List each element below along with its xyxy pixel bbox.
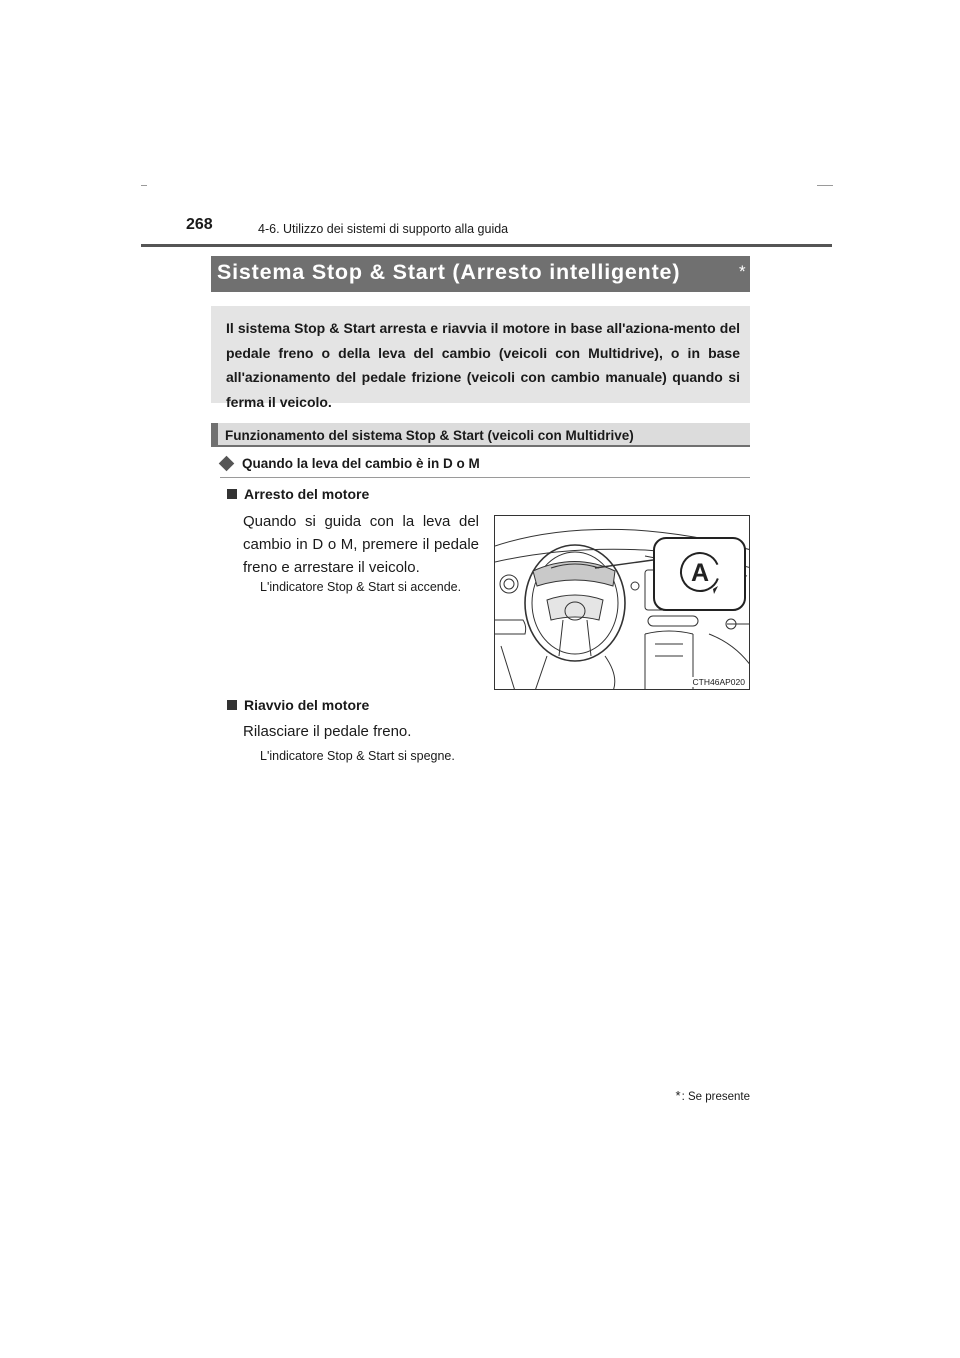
item-heading-restart (227, 697, 369, 713)
crop-mark-left (141, 185, 147, 186)
subsection-title: Quando la leva del cambio è in D o M (242, 456, 480, 471)
header-rule (141, 244, 832, 247)
intro-text: Il sistema Stop & Start arresta e riavvia il motore in base all'aziona-mento del pedale freno o della leva del cambio (veicoli con Multidrive), o in base all'azionamento del pedale frizione (veicoli con cambio manuale) quando si ferma il veicolo. (226, 320, 740, 410)
page-number: 268 (186, 216, 213, 233)
square-bullet-icon (227, 700, 237, 710)
item-note-stop: L'indicatore Stop & Start si accende. (260, 580, 462, 594)
title-asterisk: * (739, 262, 746, 281)
diamond-bullet-icon (219, 456, 235, 472)
item-heading-text: Riavvio del motore (244, 697, 370, 713)
subsection-rule (220, 477, 750, 478)
figure-code: CTH46AP020 (692, 677, 745, 687)
dashboard-illustration (494, 515, 750, 690)
page-title: Sistema Stop & Start (Arresto intelligente) (217, 260, 681, 284)
footnote (676, 1088, 750, 1103)
item-heading-text: Arresto del motore (244, 486, 370, 502)
header-section-title: 4-6. Utilizzo dei sistemi di supporto alla guida (258, 222, 509, 236)
item-body-stop: Quando si guida con la leva del cambio in D o M, premere il pedale freno e arrestare il veicolo. (243, 513, 479, 576)
callout-letter-a: A (690, 559, 710, 587)
subsection-heading (220, 456, 480, 471)
dashboard-drawing (495, 516, 750, 690)
footnote-text: : Se presente (681, 1091, 750, 1103)
item-body-restart: Rilasciare il pedale freno. (243, 723, 412, 740)
crop-mark-right (817, 185, 833, 186)
footnote-asterisk: * (675, 1088, 681, 1103)
item-note-restart: L'indicatore Stop & Start si spegne. (260, 749, 455, 763)
square-bullet-icon (227, 489, 237, 499)
section-title: Funzionamento del sistema Stop & Start (veicoli con Multidrive) (225, 428, 634, 443)
item-heading-stop (227, 486, 369, 502)
section-header-bar (211, 423, 218, 447)
